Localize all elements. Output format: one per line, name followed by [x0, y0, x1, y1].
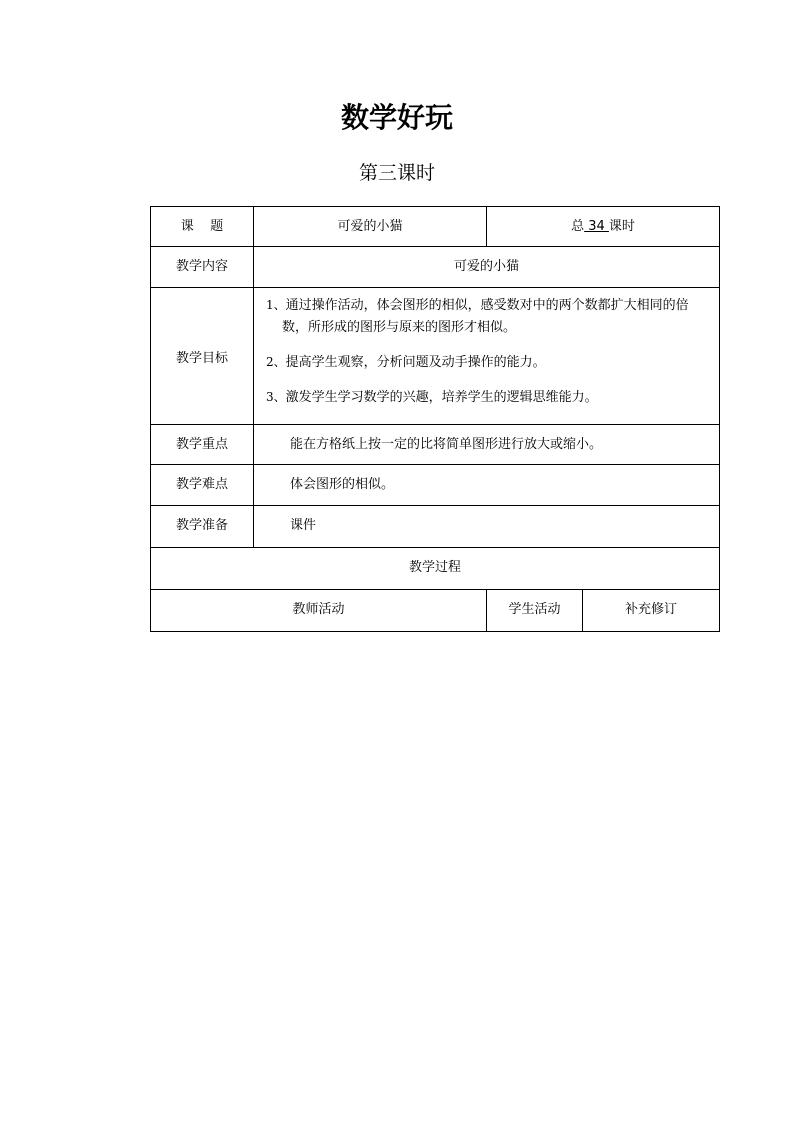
- goals-row: [151, 288, 720, 425]
- lesson-plan-table: [150, 206, 720, 632]
- goal-item-3: [260, 386, 713, 409]
- key-point-value: 能在方格纸上按一定的比将简单图形进行放大或缩小。: [254, 425, 720, 465]
- activity-header-row: [151, 590, 720, 632]
- document-title: 数学好玩: [340, 101, 453, 134]
- goal-number: 1、: [266, 298, 286, 312]
- goal-text: 提高学生观察，分析问题及动手操作的能力。: [285, 355, 546, 370]
- lesson-subtitle: 第三课时: [358, 162, 435, 184]
- total-lessons: [487, 207, 720, 247]
- key-point-label: 教学重点: [151, 425, 254, 465]
- student-activity-header: 学生活动: [487, 590, 583, 632]
- content-row: [151, 247, 720, 288]
- goal-item-1: [260, 294, 713, 339]
- teacher-activity-header: 教师活动: [151, 590, 487, 632]
- content-value: 可爱的小猫: [254, 247, 720, 288]
- difficulty-label: 教学难点: [151, 465, 254, 506]
- key-point-row: [151, 425, 720, 465]
- preparation-label: 教学准备: [151, 506, 254, 548]
- goals-list: [254, 288, 720, 425]
- topic-row: [151, 207, 720, 247]
- goal-text: 通过操作活动，体会图形的相似，感受数对中的两个数都扩大相同的倍数，所形成的图形与原来的图形才相似。: [282, 298, 689, 335]
- preparation-row: [151, 506, 720, 548]
- difficulty-value: 体会图形的相似。: [254, 465, 720, 506]
- goal-number: 3、: [266, 390, 286, 404]
- process-label: 教学过程: [151, 548, 720, 590]
- goal-text: 激发学生学习数学的兴趣，培养学生的逻辑思维能力。: [285, 390, 598, 405]
- total-prefix: 总: [571, 219, 585, 234]
- goal-item-2: [260, 351, 713, 374]
- goals-label: 教学目标: [151, 288, 254, 425]
- preparation-value: 课件: [254, 506, 720, 548]
- total-suffix: 课时: [608, 219, 635, 234]
- difficulty-row: [151, 465, 720, 506]
- topic-label: 课 题: [151, 207, 254, 247]
- topic-value: 可爱的小猫: [254, 207, 487, 247]
- total-number: 34: [584, 219, 609, 234]
- process-row: [151, 548, 720, 590]
- content-label: 教学内容: [151, 247, 254, 288]
- notes-header: 补充修订: [583, 590, 720, 632]
- goal-number: 2、: [266, 355, 286, 369]
